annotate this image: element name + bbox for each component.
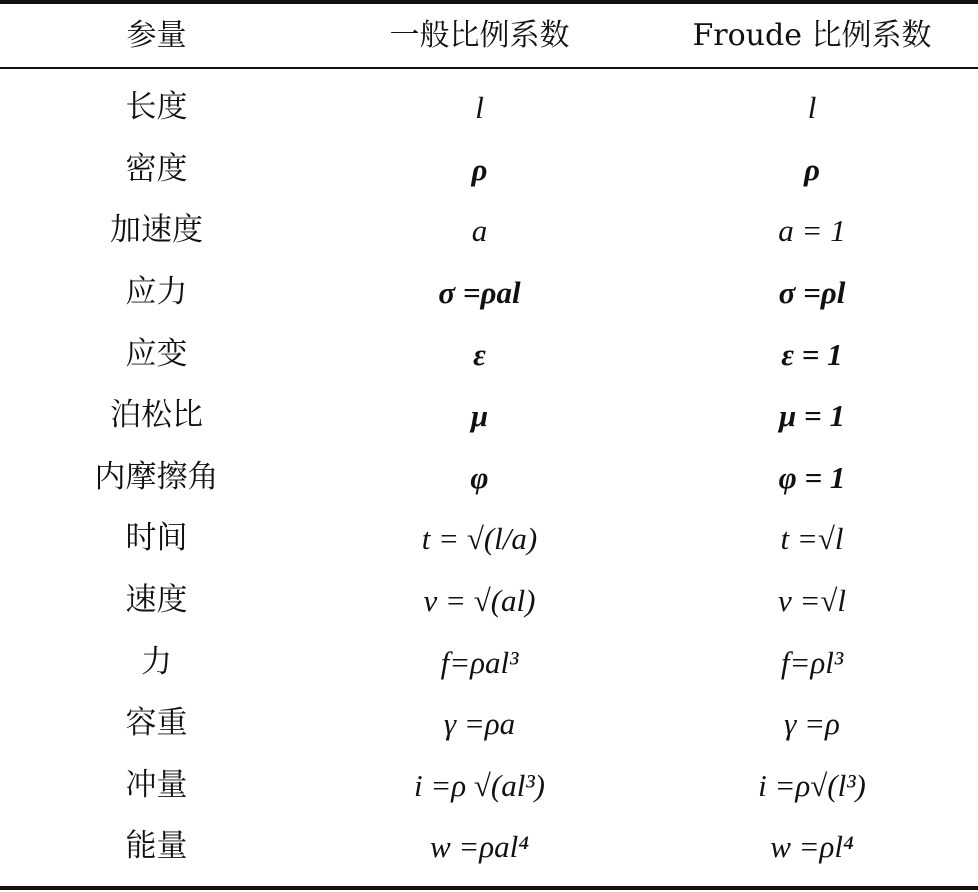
general-ratio-cell: l xyxy=(475,90,484,126)
froude-ratio-cell: σ =ρl xyxy=(778,275,846,311)
froude-ratio-cell: w =ρl⁴ xyxy=(770,829,854,865)
froude-ratio-cell: φ = 1 xyxy=(778,459,846,495)
table-row xyxy=(0,508,978,570)
header-froude-ratio: Froude 比例系数 xyxy=(692,17,932,53)
table-row xyxy=(0,139,978,201)
param-cell: 加速度 xyxy=(110,212,203,249)
froude-ratio-cell: i =ρ√(l³) xyxy=(758,767,866,803)
froude-ratio-cell: μ = 1 xyxy=(779,398,845,434)
table-row xyxy=(0,262,978,324)
param-cell: 冲量 xyxy=(125,766,188,803)
header-param: 参量 xyxy=(126,17,187,53)
table-header-rule xyxy=(0,67,978,69)
param-cell: 力 xyxy=(141,643,172,680)
table-header-row xyxy=(0,4,978,67)
param-cell: 泊松比 xyxy=(110,397,203,434)
general-ratio-cell: i =ρ √(al³) xyxy=(414,767,545,803)
param-cell: 能量 xyxy=(125,828,188,865)
general-ratio-cell: ρ xyxy=(471,151,488,187)
table-row xyxy=(0,200,978,262)
general-ratio-cell: ε xyxy=(473,336,486,372)
froude-ratio-cell: a = 1 xyxy=(778,213,846,249)
header-general-ratio: 一般比例系数 xyxy=(389,17,570,53)
table-row xyxy=(0,755,978,817)
froude-ratio-cell: ε = 1 xyxy=(781,336,843,372)
param-cell: 时间 xyxy=(125,520,188,557)
general-ratio-cell: w =ρal⁴ xyxy=(429,829,530,865)
froude-ratio-cell: f=ρl³ xyxy=(780,644,844,680)
froude-ratio-cell: γ =ρ xyxy=(784,706,840,742)
general-ratio-cell: v = √(al) xyxy=(423,583,536,619)
froude-ratio-cell: v =√l xyxy=(777,583,847,619)
table-row xyxy=(0,693,978,755)
param-cell: 长度 xyxy=(125,89,188,126)
table-row xyxy=(0,77,978,139)
param-cell: 速度 xyxy=(125,582,188,619)
table-row xyxy=(0,631,978,693)
table-bottom-rule xyxy=(0,886,978,890)
general-ratio-cell: f=ρal³ xyxy=(440,644,519,680)
table-row xyxy=(0,816,978,878)
froude-ratio-cell: l xyxy=(807,90,817,126)
froude-ratio-cell: ρ xyxy=(804,151,820,187)
table-body xyxy=(0,77,978,878)
general-ratio-cell: σ =ρal xyxy=(438,275,521,311)
froude-ratio-cell: t =√l xyxy=(780,521,844,557)
general-ratio-cell: φ xyxy=(470,459,489,495)
param-cell: 应变 xyxy=(125,335,188,372)
param-cell: 内摩擦角 xyxy=(94,458,219,495)
table-row xyxy=(0,447,978,509)
param-cell: 应力 xyxy=(125,274,188,311)
general-ratio-cell: μ xyxy=(470,398,489,434)
general-ratio-cell: t = √(l/a) xyxy=(421,521,538,557)
param-cell: 容重 xyxy=(125,705,188,742)
general-ratio-cell: a xyxy=(471,213,488,249)
general-ratio-cell: γ =ρa xyxy=(443,706,516,742)
table-row xyxy=(0,385,978,447)
table-row xyxy=(0,323,978,385)
param-cell: 密度 xyxy=(125,150,188,187)
table-row xyxy=(0,570,978,632)
